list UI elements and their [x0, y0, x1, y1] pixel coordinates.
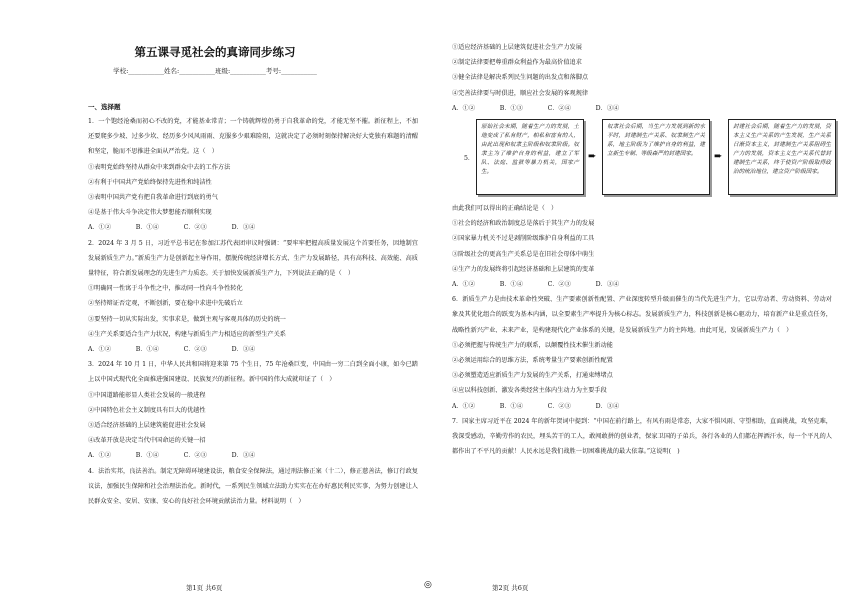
option-item: ③必须塑造适应新质生产力发展的生产关系，打通束缚堵点 [452, 372, 613, 380]
page-footer: 第1页 共6页 [186, 584, 223, 592]
left-questions [88, 114, 418, 509]
right-page [430, 0, 860, 608]
option-item: ①中国道路能彰显人类社会发展的一般进程 [88, 391, 206, 399]
option-item: ②必须运用综合的思维方法，系统考量生产要素创新性配置 [452, 357, 613, 365]
question-text: 6．新质生产力是由技术革命性突破、生产要素创新性配置、产业深度转型升级而催生的当代先进生产力，它以劳动者、劳动资料、劳动对象及其优化组合的跃变为基本内涵，以全要素生产率提升为核心标志。发展新质生产力，科技创新是核心驱动力，培育新产业是重点任务，战略性新兴产业、未来产业，是构建现代化产业体系的关键，是发展新质生产力的主阵地。由此可见，发展新质生产力（ ） [452, 296, 832, 334]
question-text: 4．法治实邦，良法善治。制定无障碍环境建设法，粮食安全保障法，通过刑法修正案（十二），修正慈善法，修订行政复议法，加强民生保障和社会治理法治化。新时代，一系列民生领域立法助力实实在在办好惠民利民实事，为努力创建让人民群众安全、安居、安康、安心的良好社会环境贡献法治力量。材料说明（ ） [88, 467, 418, 506]
option-item: ④改革开放是决定当代中国命运的关键一招 [88, 437, 206, 445]
option-item: ③阶级社会的更高生产关系总是在旧社会母体中萌生 [452, 250, 595, 258]
answer-choices: A．①② B．①④ C．②③ D．③④ [452, 281, 620, 289]
diagram-box-slave: 奴隶社会后期，当生产力发展到新的水平时，封建制生产关系、奴隶制生产关系，地主阶级为了维护自身的利益，建立新生专制、等级森严的封建国家。 [602, 119, 710, 195]
answer-choices: A．①② B．①④ C．②③ D．③④ [88, 346, 256, 354]
option-item: ②有利于中国共产党始终保持先进性和纯洁性 [88, 178, 212, 186]
option-item: ①必须把握与传统生产力的联系，以颠覆性技术催生新动能 [452, 341, 613, 349]
answer-choices: A．①② B．①④ C．②③ D．③④ [452, 402, 620, 410]
page-footer: 第2页 共6页 [492, 584, 529, 592]
student-info-line: 学校:___________姓名:___________班级:___________考号:___________ [113, 67, 317, 75]
diagram-box-feudal: 封建社会后期，随着生产力的发展，资本主义生产关系的产生发展，生产关系日渐资本主义，封建制生产关系阻碍生产力的发展，资本主义生产关系代替封建制生产关系，终于使资产阶级取得政治的统治地位，建立资产阶级国家。 [728, 119, 836, 195]
option-item: ①适应经济基础的上层建筑促进社会生产力发展 [452, 44, 582, 51]
option-item: ②国家暴力机关不过是剥削阶级维护自身利益的工具 [452, 235, 595, 243]
arrow-right-icon: ➨ [588, 151, 597, 163]
option-item: ③健全法律是解决系列民生问题的出发点和落脚点 [452, 74, 589, 82]
option-item: ③适合经济基础的上层建筑能促进社会发展 [88, 422, 206, 430]
option-item: ①表明党始终坚持从群众中来到群众中去的工作方法 [88, 163, 231, 171]
option-item: ①社会的经济和政治制度总是落后于其生产力的发展 [452, 220, 595, 228]
option-item: ④完善法律要与时俱进，顺应社会发展的客观规律 [452, 89, 589, 97]
section-heading: 一、选择题 [88, 103, 121, 111]
option-item: ③表明中国共产党有把自我革命进行到底的勇气 [88, 194, 218, 202]
binding-mark-icon: ◎ [424, 580, 432, 590]
question-text: 1．一个饱经沧桑而初心不改的党，才能基业常青；一个铸就辉煌仍勇于自我革命的党，才能无坚不摧。新征程上，不加还要爬多少坡、过多少坎、经历多少风风雨雨、克服多少艰难险阻，这就决定了必须时刻保持解决好大党独有难题的清醒和坚定，脆而不思推进全面从严治党。这（ ） [88, 118, 418, 156]
diagram-box-primitive: 原始社会末期，随着生产力的发展，土地变成了私有财产，帕私和富有的人，由此出现和奴隶主阶级和奴隶阶级。奴隶主为了维护自身的利益，建立了军队、法庭、监狱等暴力机关，国家产生。 [476, 119, 584, 195]
option-item: ④生产力的发展终将引起经济基础和上层建筑的变革 [452, 265, 595, 273]
question-number: 5． [464, 155, 475, 163]
option-item: ②中国特色社会主义制度具有巨大的优越性 [88, 406, 206, 414]
arrow-right-icon: ➨ [714, 151, 723, 163]
option-item: ②坚持辩证否定观，不断创新，要在稳中求进中先破后立 [88, 300, 243, 308]
question-text: 2．2024 年 3 月 5 日，习近平总书记在参加江苏代表团审议时强调：“要牢牢把握高质量发展这个首要任务，因地制宜发展新质生产力。”新质生产力是创新起主导作用，摆脱传统经济增长方式、生产力发展路径，具有高科技、高效能、高质量特征，符合新发展理念的先进生产力质态。关于加快发展新质生产力，下列说法正确的是（ ） [88, 239, 418, 278]
option-item: ④生产关系要适合生产力状况，构建与新质生产力相适应的新型生产关系 [88, 330, 286, 338]
option-item: ②制定法律要把尊重群众利益作为最高价值追求 [452, 59, 582, 67]
page-title: 第五课寻觅社会的真谛同步练习 [134, 45, 296, 59]
option-item: ④是基于伟大斗争决定伟大梦想能否顺利实现 [88, 209, 212, 217]
history-flow-diagram [452, 119, 832, 197]
answer-choices: A．①② B．①④ C．②③ D．③④ [88, 452, 256, 460]
right-questions [452, 40, 832, 459]
answer-choices: A．①② B．①③ C．②④ D．③④ [452, 104, 620, 112]
question-text: 3．2024 年 10 月 1 日，中华人民共和国将迎来第 75 个生日，75 年沧桑巨变，中国由一穷二白到全面小康，如今已踏上以中国式现代化全面推进强国建设、民族复兴的新征程。新中国的伟大成就印证了（ ） [88, 361, 418, 384]
option-item: ③要坚持一切从实际出发，实事求是，做到主观与客观具体的历史的统一 [88, 315, 286, 323]
question-text: 7．国家主席习近平在 2024 年的新年贺词中提到：“中国在前行路上，有风有雨是常态，大家不惧风雨、守望相助，直面挑战，攻坚克难，我深受感动，辛勤劳作的农民，埋头苦干的工人，敢闯敢拼的创业者，保家卫国的子弟兵，各行各业的人们都在挥洒汗水，每一个平凡的人都作出了不平凡的贡献！人民永远是我们战胜一切困难挑战的最大依靠。”这说明( ) [452, 417, 832, 456]
answer-choices: A．①② B．①④ C．②③ D．③④ [88, 224, 256, 232]
option-item: ④应以科技创新、激发各类经营主体内生动力为主要手段 [452, 387, 607, 395]
option-item: ①明确同一性寓于斗争性之中，推动同一性向斗争性转化 [88, 285, 243, 293]
question-text: 由此我们可以得出的正确结论是（ ） [452, 205, 558, 213]
